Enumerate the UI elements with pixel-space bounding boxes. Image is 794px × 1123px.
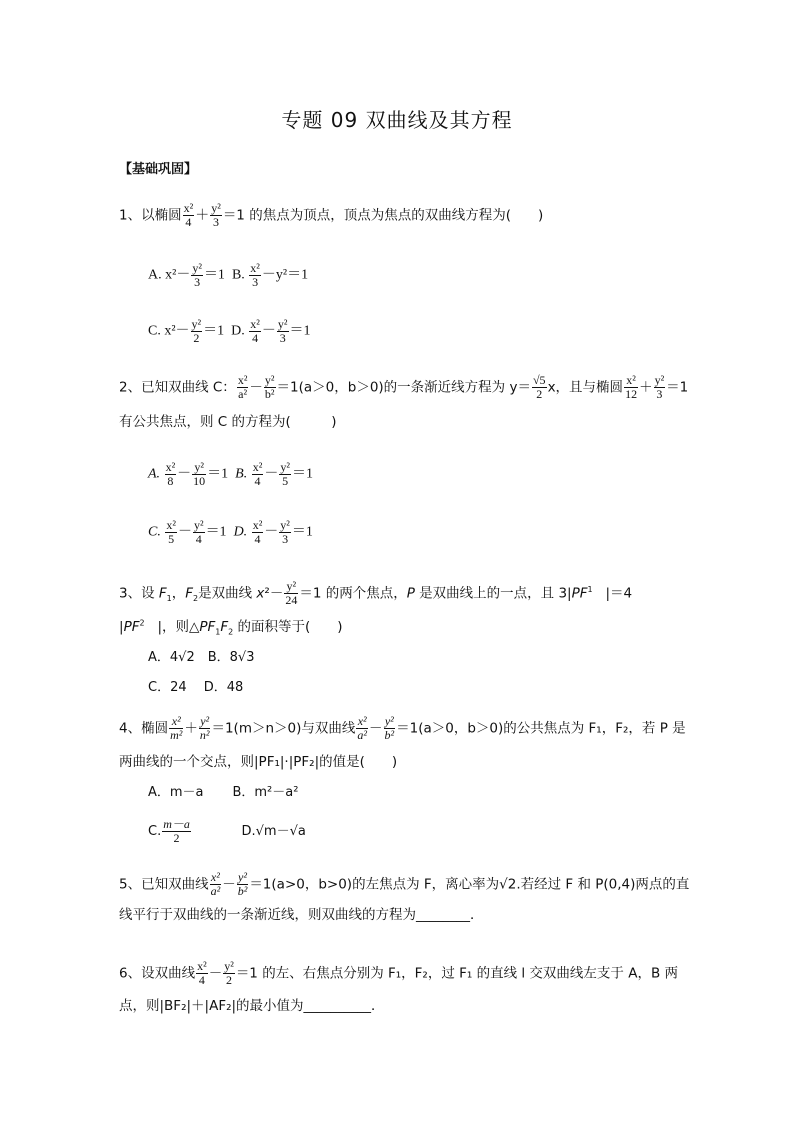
question-6-stem: 6、设双曲线 $\frac{\text{x²}}{4}$ － $\frac{\text{y²}}{2}$ ＝1 的左、右焦点分别为 F₁，F₂，过 F₁ 的直线 l 交双曲线左支于 A，B 两 xyxy=(119,959,679,987)
question-1-options-cd: C. x²－ $\frac{\text{y²}}{2}$ ＝1 D. $\frac{\text{x²}}{4}$ － $\frac{\text{y²}}{3}$ ＝1 xyxy=(148,317,311,345)
question-4-line2: 两曲线的一个交点，则|PF₁|·|PF₂|的值是( ) xyxy=(119,754,398,770)
question-2-line2: 有公共焦点，则 C 的方程为( ) xyxy=(119,414,337,430)
question-3-line2: $|PF^2$ |，则$\triangle PF_1F_2$ 的面积等于( ) xyxy=(119,618,343,637)
question-3-options-ab: A．4√2 B．8√3 xyxy=(148,650,255,665)
question-3-stem: 3、设 $F_1$，$F_2$是双曲线 x²－ $\frac{\text{y²}}{24}$ ＝1 的两个焦点，P 是双曲线上的一点，且 $3|PF^1$ |＝4 xyxy=(119,579,633,607)
question-5-stem: 5、已知双曲线 $\frac{\text{x²}}{\text{a²}}$ － $\frac{\text{y²}}{\text{b²}}$ ＝1(a>0，b>0)的左焦点为 F，离心率为√2.若经过 F 和 P(0,4)两点的直 xyxy=(119,870,690,898)
question-3-options-cd: C．24 D．48 xyxy=(148,680,244,695)
question-1-options-ab: A. x²－ $\frac{\text{y²}}{3}$ ＝1 B. $\frac{\text{x²}}{3}$ －y²＝1 xyxy=(148,261,309,289)
section-heading: 【基础巩固】 xyxy=(119,162,198,177)
question-5-line2: 线平行于双曲线的一条渐近线，则双曲线的方程为________． xyxy=(119,907,484,923)
question-4-stem: 4、椭圆 $\frac{\text{x²}}{\text{m²}}$ ＋ $\frac{\text{y²}}{\text{n²}}$ ＝1(m＞n＞0)与双曲线 $\frac{\text{x²}}{\text{a²}}$ － $\frac{\text{y²}}{\text{b²}}$ ＝1(a＞0，b＞0)的公共焦点为 F₁，F₂，若 P 是 xyxy=(119,714,686,742)
question-4-options-ab: A．m－a B．m²－a² xyxy=(148,785,299,800)
question-2-stem: 2、已知双曲线 C： $\frac{\text{x²}}{\text{a²}}$ － $\frac{\text{y²}}{\text{b²}}$ ＝1(a＞0，b＞0)的一条渐近线方程为 y＝ $\frac{√5}{2}$ x，且与椭圆 $\frac{\text{x²}}{12}$ ＋ $\frac{\text{y²}}{3}$ ＝1 xyxy=(119,373,689,401)
question-2-options-cd: C. $\frac{\text{x²}}{5}$ － $\frac{\text{y²}}{4}$ ＝1 D. $\frac{\text{x²}}{4}$ － $\frac{\text{y²}}{3}$ ＝1 xyxy=(148,518,313,546)
question-4-options-cd: C. $\frac{m-a}{2}$ D.√m－√a xyxy=(148,817,306,845)
question-2-options-ab: A. $\frac{\text{x²}}{8}$ － $\frac{\text{y²}}{10}$ ＝1 B. $\frac{\text{x²}}{4}$ － $\frac{\text{y²}}{5}$ ＝1 xyxy=(148,460,313,488)
page-title: 专题 09 双曲线及其方程 xyxy=(281,108,513,132)
question-1-stem: 1、以椭圆 $\frac{\text{x²}}{4}$ ＋ $\frac{\text{y²}}{3}$ ＝1 的焦点为顶点，顶点为焦点的双曲线方程为( ) xyxy=(119,201,544,229)
question-6-line2: 点，则|BF₂|＋|AF₂|的最小值为__________． xyxy=(119,998,385,1014)
